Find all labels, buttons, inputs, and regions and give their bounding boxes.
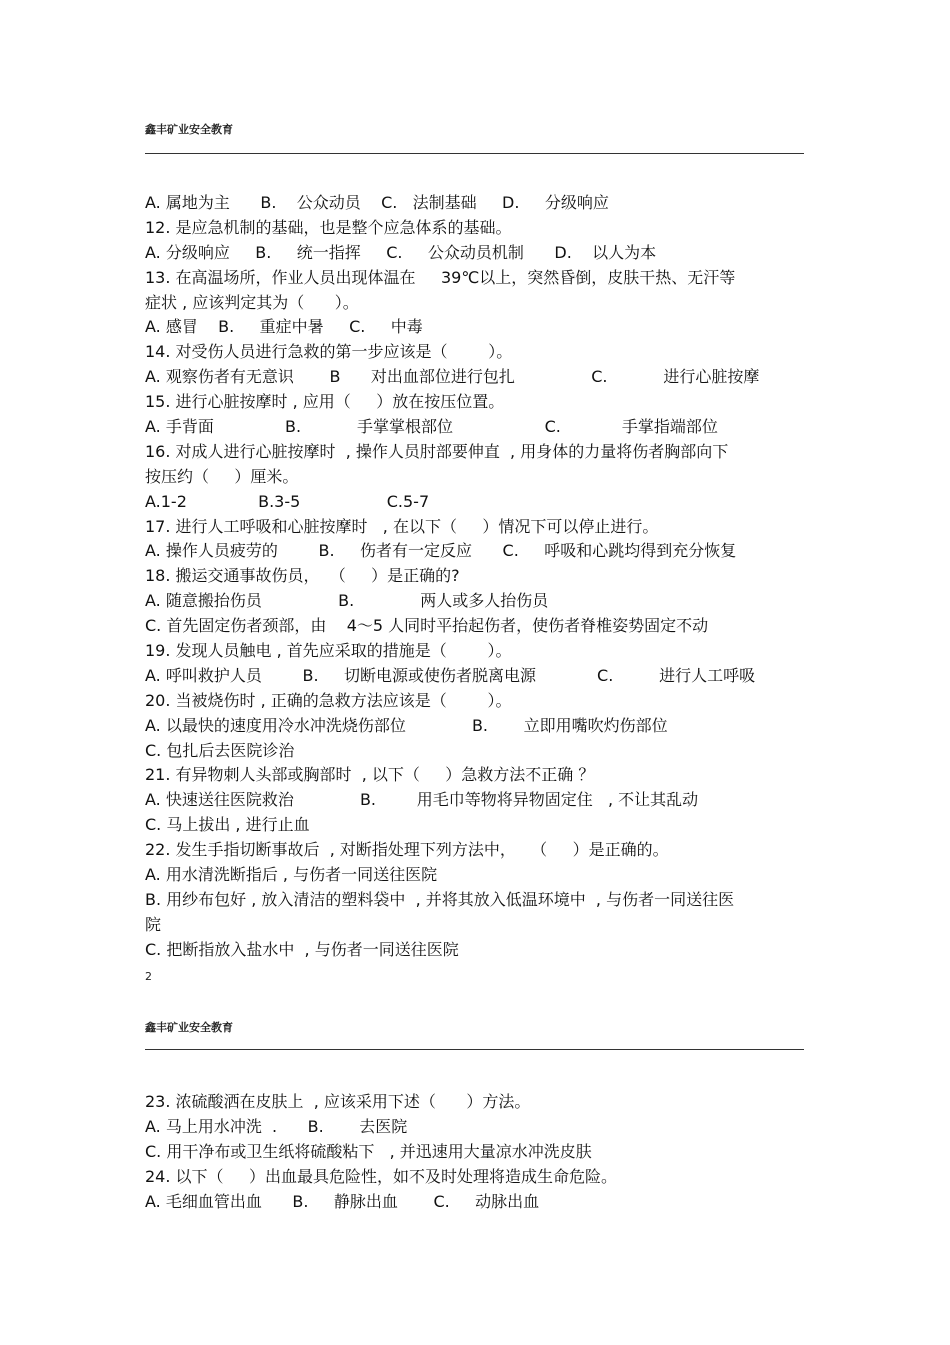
text-line: C. 马上拔出 , 进行止血 [145, 815, 310, 835]
text-line: A. 快速送往医院救治 B. 用毛巾等物将异物固定住 , 不让其乱动 [145, 790, 699, 810]
text-line: A. 分级响应 B. 统一指挥 C. 公众动员机制 D. 以人为本 [145, 242, 657, 262]
text-line: C. 包扎后去医院诊治 [145, 740, 295, 760]
page-number: 2 [145, 970, 152, 983]
text-line: A.1-2 B.3-5 C.5-7 [145, 491, 430, 511]
text-line: A. 观察伤者有无意识 B 对出血部位进行包扎 C. 进行心脏按摩 [145, 367, 760, 387]
text-line: 14. 对受伤人员进行急救的第一步应该是（ ）。 [145, 342, 513, 362]
text-line: 12. 是应急机制的基础，也是整个应急体系的基础。 [145, 217, 512, 237]
text-line: 13. 在高温场所，作业人员出现体温在 39℃以上，突然昏倒，皮肤干热、无汗等 [145, 267, 736, 287]
header-divider [145, 153, 804, 154]
text-line: A. 随意搬抬伤员 B. 两人或多人抬伤员 [145, 591, 549, 611]
page-header-company: 鑫丰矿业安全教育 [145, 1021, 233, 1034]
text-line: 19. 发现人员触电 , 首先应采取的措施是（ ）。 [145, 641, 512, 661]
text-line: 16. 对成人进行心脏按摩时 , 操作人员肘部要伸直 , 用身体的力量将伤者胸部向下 [145, 441, 729, 461]
page-header-company: 鑫丰矿业安全教育 [145, 123, 233, 136]
text-line: A. 手背面 B. 手掌掌根部位 C. 手掌指端部位 [145, 417, 718, 437]
question-list-bottom [145, 1090, 805, 1214]
text-line: 17. 进行人工呼吸和心脏按摩时 , 在以下（ ）情况下可以停止进行。 [145, 516, 659, 536]
text-line: A. 毛细血管出血 B. 静脉出血 C. 动脉出血 [145, 1191, 540, 1211]
text-line: 22. 发生手指切断事故后 , 对断指处理下列方法中， （ ）是正确的。 [145, 840, 669, 860]
question-list-top [145, 191, 805, 963]
text-line: B. 用纱布包好 , 放入清洁的塑料袋中 , 并将其放入低温环境中 , 与伤者一同送往医 [145, 889, 735, 909]
text-line: 按压约（ ）厘米。 [145, 466, 299, 486]
text-line: A. 感冒 B. 重症中暑 C. 中毒 [145, 317, 423, 337]
text-line: 23. 浓硫酸洒在皮肤上 , 应该采用下述（ ）方法。 [145, 1092, 531, 1111]
text-line: 症状 , 应该判定其为（ ）。 [145, 292, 359, 312]
text-line: A. 用水清洗断指后 , 与伤者一同送往医院 [145, 865, 438, 885]
text-line: 20. 当被烧伤时 , 正确的急救方法应该是（ ）。 [145, 690, 512, 710]
text-line: A. 以最快的速度用冷水冲洗烧伤部位 B. 立即用嘴吹灼伤部位 [145, 715, 668, 735]
text-line: 院 [145, 914, 162, 934]
text-line: C. 把断指放入盐水中 , 与伤者一同送往医院 [145, 939, 459, 959]
text-line: C. 首先固定伤者颈部，由 4～5 人同时平抬起伤者，使伤者脊椎姿势固定不动 [145, 616, 709, 636]
text-line: A. 呼叫救护人员 B. 切断电源或使伤者脱离电源 C. 进行人工呼吸 [145, 665, 756, 685]
text-line: 24. 以下（ ）出血最具危险性，如不及时处理将造成生命危险。 [145, 1166, 617, 1186]
text-line: 21. 有异物刺人头部或胸部时 , 以下（ ）急救方法不正确 ？ [145, 765, 595, 785]
text-line: A. 操作人员疲劳的 B. 伤者有一定反应 C. 呼吸和心跳均得到充分恢复 [145, 541, 737, 561]
header-divider [145, 1049, 804, 1050]
text-line: 18. 搬运交通事故伤员， （ ）是正确的? [145, 566, 460, 586]
text-line: 15. 进行心脏按摩时 , 应用（ ）放在按压位置。 [145, 392, 505, 412]
text-line: C. 用干净布或卫生纸将硫酸粘下 , 并迅速用大量凉水冲洗皮肤 [145, 1141, 592, 1161]
text-line: A. 马上用水冲洗 . B. 去医院 [145, 1116, 408, 1136]
text-line: A. 属地为主 B. 公众动员 C. 法制基础 D. 分级响应 [145, 193, 609, 212]
